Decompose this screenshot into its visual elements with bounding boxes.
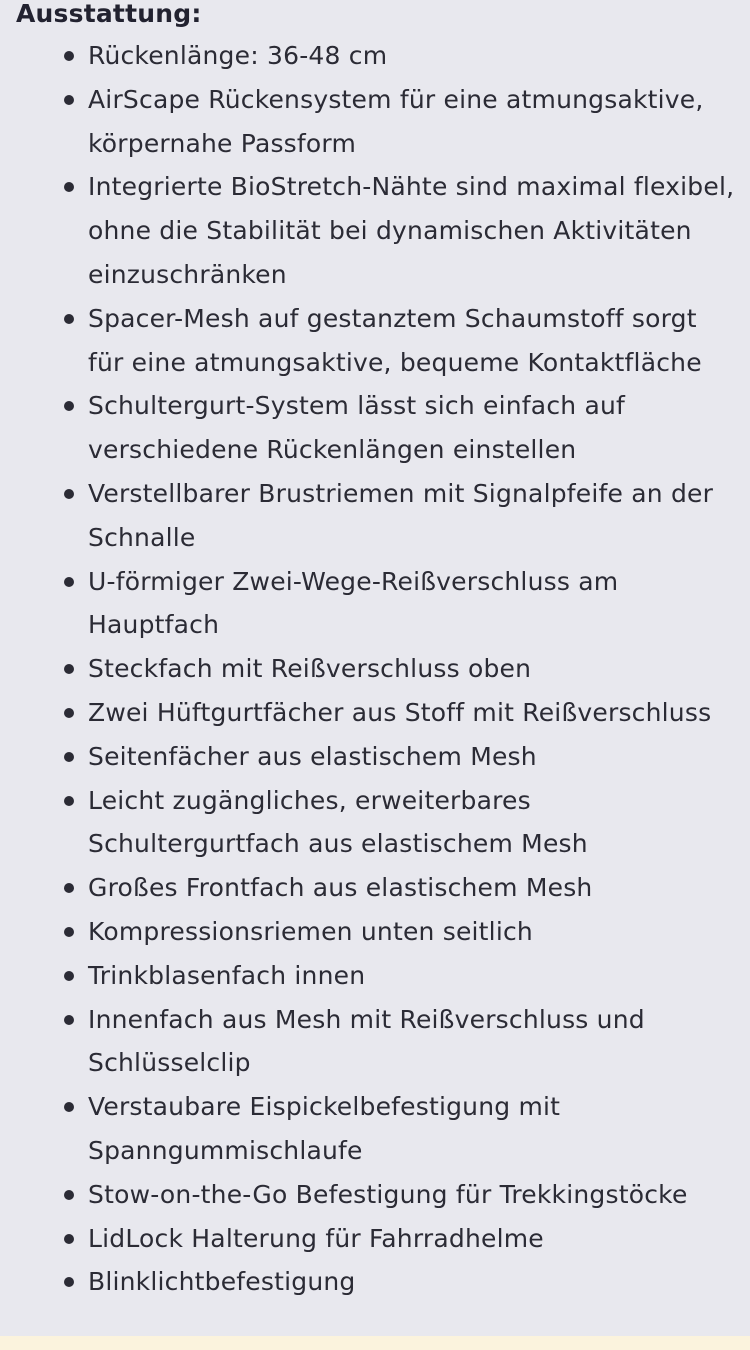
list-item — [0, 735, 750, 779]
bullet-icon — [64, 182, 74, 192]
bullet-icon — [64, 1277, 74, 1287]
list-item — [0, 1085, 750, 1173]
bullet-icon — [64, 51, 74, 61]
next-section-edge — [0, 1336, 750, 1350]
list-item-text: AirScape Rückensystem für eine atmungsaktive, körpernahe Passform — [88, 84, 704, 158]
list-item — [0, 954, 750, 998]
section-heading: Ausstattung: — [16, 0, 202, 28]
list-item-text: Kompressionsriemen unten seitlich — [88, 916, 533, 946]
list-item — [0, 560, 750, 648]
bullet-icon — [64, 577, 74, 587]
list-item-text: Schultergurt-System lässt sich einfach auf verschiedene Rückenlängen einstellen — [88, 391, 626, 465]
bullet-icon — [64, 796, 74, 806]
list-item-text: U-förmiger Zwei-Wege-Reißverschluss am Hauptfach — [88, 566, 619, 640]
bullet-icon — [64, 95, 74, 105]
list-item — [0, 78, 750, 166]
list-item — [0, 165, 750, 296]
list-item — [0, 998, 750, 1086]
list-item-text: Spacer-Mesh auf gestanztem Schaumstoff sorgt für eine atmungsaktive, bequeme Kontaktfläche — [88, 303, 702, 377]
bullet-icon — [64, 1234, 74, 1244]
list-item — [0, 1173, 750, 1217]
list-item-text: Trinkblasenfach innen — [88, 960, 366, 990]
list-item — [0, 910, 750, 954]
list-item-text: Verstellbarer Brustriemen mit Signalpfeife an der Schnalle — [88, 478, 714, 552]
list-item — [0, 472, 750, 560]
list-item-text: Zwei Hüftgurtfächer aus Stoff mit Reißverschluss — [88, 697, 712, 727]
bullet-icon — [64, 927, 74, 937]
list-item-text: Integrierte BioStretch-Nähte sind maximal flexibel, ohne die Stabilität bei dynamischen Aktivitäten einzuschränken — [88, 172, 735, 289]
list-item — [0, 1260, 750, 1304]
bullet-icon — [64, 1190, 74, 1200]
list-item — [0, 647, 750, 691]
bullet-icon — [64, 664, 74, 674]
list-item — [0, 1217, 750, 1261]
list-item — [0, 297, 750, 385]
list-item — [0, 691, 750, 735]
list-item-text: Leicht zugängliches, erweiterbares Schultergurtfach aus elastischem Mesh — [88, 785, 588, 859]
feature-list — [0, 34, 750, 1304]
list-item — [0, 866, 750, 910]
list-item — [0, 384, 750, 472]
bullet-icon — [64, 489, 74, 499]
bullet-icon — [64, 1102, 74, 1112]
list-item-text: Blinklichtbefestigung — [88, 1267, 356, 1297]
list-item — [0, 779, 750, 867]
list-item-text: Großes Frontfach aus elastischem Mesh — [88, 873, 593, 903]
list-item-text: Stow-on-the-Go Befestigung für Trekkingstöcke — [88, 1179, 688, 1209]
list-item-text: Innenfach aus Mesh mit Reißverschluss und Schlüsselclip — [88, 1004, 645, 1078]
list-item-text: LidLock Halterung für Fahrradhelme — [88, 1223, 544, 1253]
bullet-icon — [64, 971, 74, 981]
list-item-text: Rückenlänge: 36-48 cm — [88, 41, 388, 70]
bullet-icon — [64, 401, 74, 411]
bullet-icon — [64, 883, 74, 893]
list-item-text: Verstaubare Eispickelbefestigung mit Spanngummischlaufe — [88, 1092, 561, 1165]
bullet-icon — [64, 1015, 74, 1025]
bullet-icon — [64, 752, 74, 762]
list-item-text: Seitenfächer aus elastischem Mesh — [88, 741, 537, 771]
list-item — [0, 34, 750, 78]
bullet-icon — [64, 708, 74, 718]
list-item-text: Steckfach mit Reißverschluss oben — [88, 654, 532, 684]
bullet-icon — [64, 314, 74, 324]
